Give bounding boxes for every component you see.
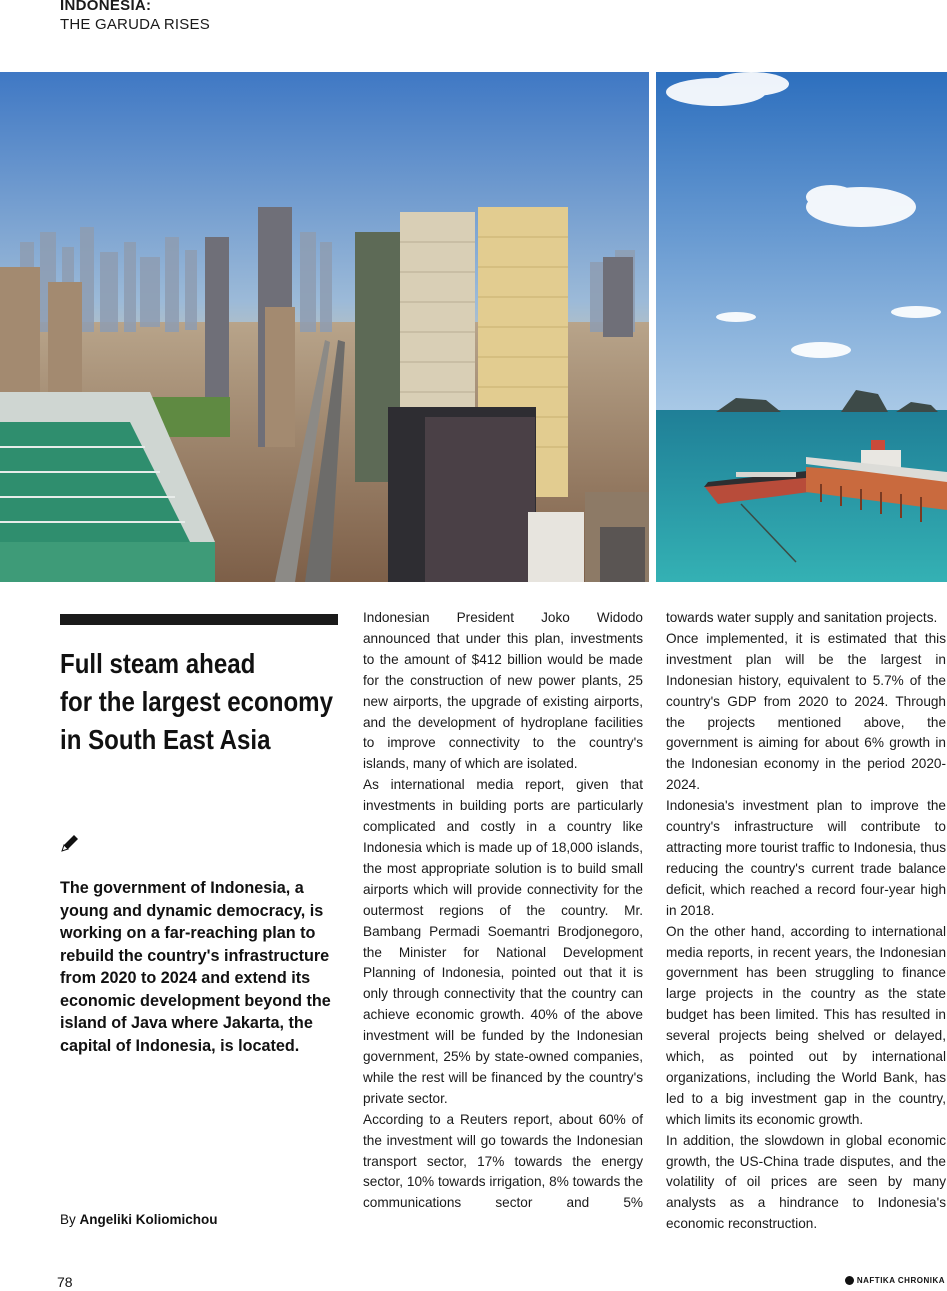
headline-rule — [60, 614, 338, 625]
headline-line-1: Full steam ahead — [60, 648, 256, 679]
body-column-3 — [666, 608, 946, 1235]
byline-author: Angeliki Koliomichou — [79, 1212, 218, 1227]
section-title: INDONESIA: — [60, 0, 152, 14]
city-skyline-photo — [0, 72, 649, 582]
paragraph: Indonesian President Joko Widodo announced that under this plan, investments to the amount of $412 billion would be made for the construction of new power plants, 25 new airports, the upgrade of existing airports, and the development of hydroplane facilities to improve connectivity to the country's islands, many of which are isolated. — [363, 610, 643, 772]
harbour-tanker-illustration — [656, 72, 947, 582]
article-headline — [60, 645, 352, 759]
brand-logo-icon — [845, 1276, 854, 1285]
article-lead: The government of Indonesia, a young and dynamic democracy, is working on a far-reaching plan to rebuild the country's infrastructure from 2020 to 2024 and extend its economic development beyond the island of Java where Jakarta, the capital of Indonesia, is located. — [60, 879, 331, 1055]
paragraph: In addition, the slowdown in global economic growth, the US-China trade disputes, and the volatility of oil prices are seen by many analysts as a hindrance to Indonesia's economic reconstruction. — [666, 1132, 946, 1232]
headline-line-2: for the largest economy — [60, 686, 333, 717]
headline-line-3: in South East Asia — [60, 724, 271, 755]
body-column-2 — [363, 608, 643, 1214]
paragraph: As international media report, given that investments in building ports are particularly complicated and costly in a country like Indonesia which is made up of 18,000 islands, the most appropriate solution is to build small airports which will provide connectivity for the outermost regions of the country. Mr. Bambang Permadi Soemantri Brodjonegoro, the Minister for National Development Planning of Indonesia, pointed out that it is only through connectivity that the country can achieve economic growth. 40% of the above investment will be funded by the Indonesian government, 25% by state-owned companies, while the rest will be financed by the country's private sector. — [363, 777, 643, 1106]
paragraph: According to a Reuters report, about 60% of the investment will go towards the Indonesian transport sector, 17% towards the energy sector, 10% towards irrigation, 8% towards the communications sector and 5% — [363, 1111, 643, 1211]
byline-prefix: By — [60, 1212, 76, 1227]
city-skyline-illustration — [0, 72, 649, 582]
paragraph: Once implemented, it is estimated that this investment plan will be the largest in Indonesian history, equivalent to 5.7% of the country's GDP from 2020 to 2024. Through the projects mentioned above, the government is aiming for about 6% growth in the Indonesian economy in the period 2020-2024. — [666, 630, 946, 793]
harbour-tanker-photo — [656, 72, 947, 582]
brand-name: NAFTIKA CHRONIKA — [856, 1276, 945, 1285]
byline — [60, 1212, 218, 1227]
paragraph: Indonesia's investment plan to improve the country's infrastructure will contribute to attracting more tourist traffic to Indonesia, thus reducing the country's current trade balance deficit, which reached a record four-year high in 2018. — [666, 798, 946, 918]
section-subtitle: THE GARUDA RISES — [60, 16, 210, 33]
brand-footer — [845, 1276, 945, 1285]
pen-icon — [60, 833, 80, 853]
section-header — [60, 0, 210, 35]
paragraph: towards water supply and sanitation projects. — [666, 610, 938, 625]
paragraph: On the other hand, according to international media reports, in recent years, the Indonesian government has been struggling to finance large projects in the country as the state budget has been limited. This has resulted in several projects being shelved or delayed, which, as pointed out by international organizations, including the World Bank, has led to a big investment gap in the country, which limits its economic growth. — [666, 923, 946, 1127]
page-number: 78 — [57, 1274, 73, 1290]
